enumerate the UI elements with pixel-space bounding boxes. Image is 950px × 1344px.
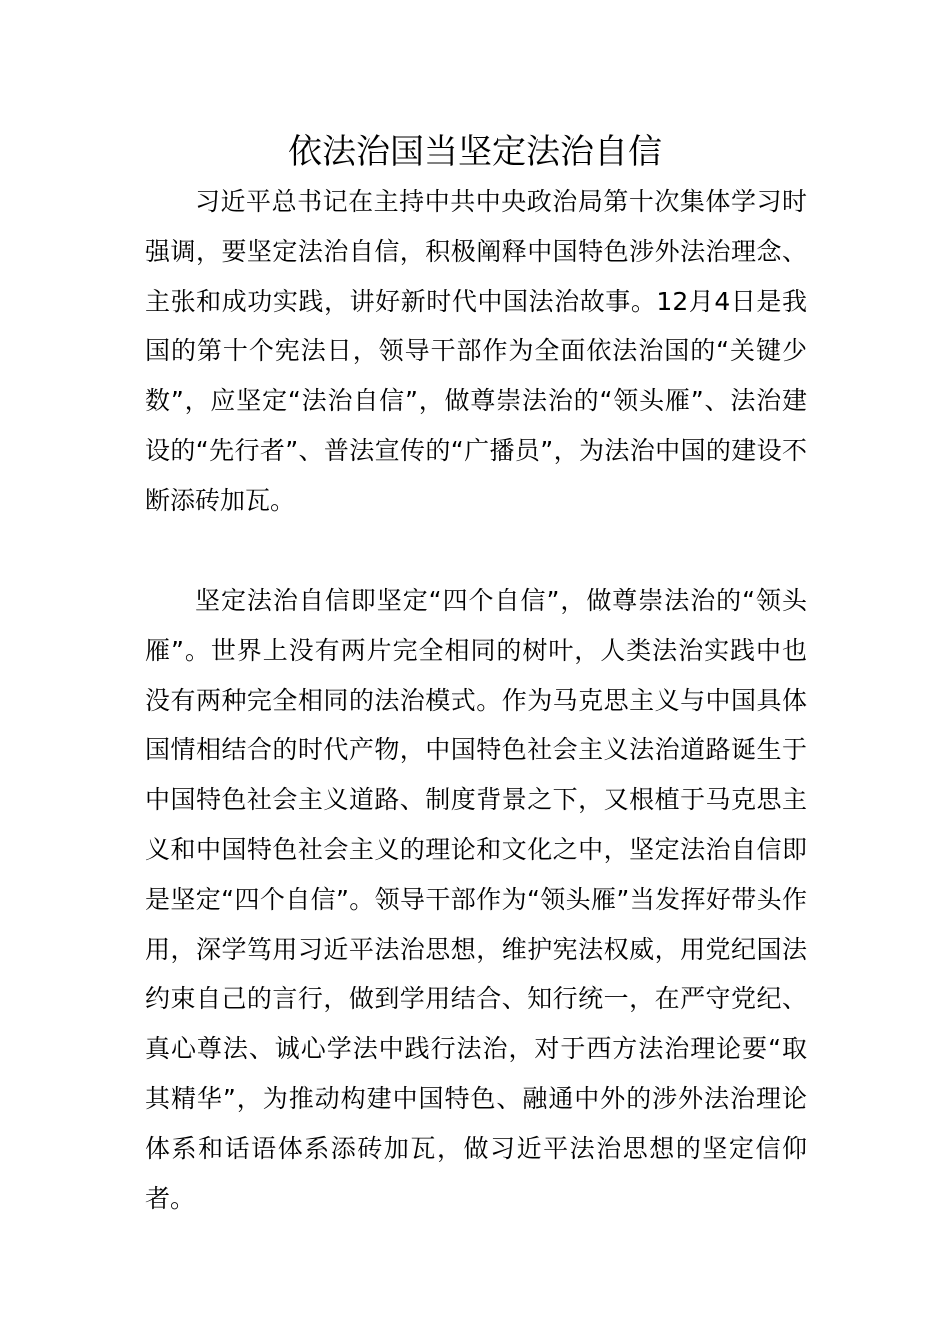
- paragraph-1: 习近平总书记在主持中共中央政治局第十次集体学习时强调，要坚定法治自信，积极阐释中国特色涉外法治理念、主张和成功实践，讲好新时代中国法治故事。12月4日是我国的第十个宪法日，领导干部作为全面依法治国的“关键少数”，应坚定“法治自信”，做尊崇法治的“领头雁”、法治建设的“先行者”、普法宣传的“广播员”，为法治中国的建设不断添砖加瓦。: [145, 187, 807, 515]
- paragraph-2: 坚定法治自信即坚定“四个自信”，做尊崇法治的“领头雁”。世界上没有两片完全相同的树叶，人类法治实践中也没有两种完全相同的法治模式。作为马克思主义与中国具体国情相结合的时代产物，中国特色社会主义法治道路诞生于中国特色社会主义道路、制度背景之下，又根植于马克思主义和中国特色社会主义的理论和文化之中，坚定法治自信即是坚定“四个自信”。领导干部作为“领头雁”当发挥好带头作用，深学笃用习近平法治思想，维护宪法权威，用党纪国法约束自己的言行，做到学用结合、知行统一，在严守党纪、真心尊法、诚心学法中践行法治，对于西方法治理论要“取其精华”，为推动构建中国特色、融通中外的涉外法治理论体系和话语体系添砖加瓦，做习近平法治思想的坚定信仰者。: [145, 586, 807, 1213]
- document-title: 依法治国当坚定法治自信: [288, 132, 662, 172]
